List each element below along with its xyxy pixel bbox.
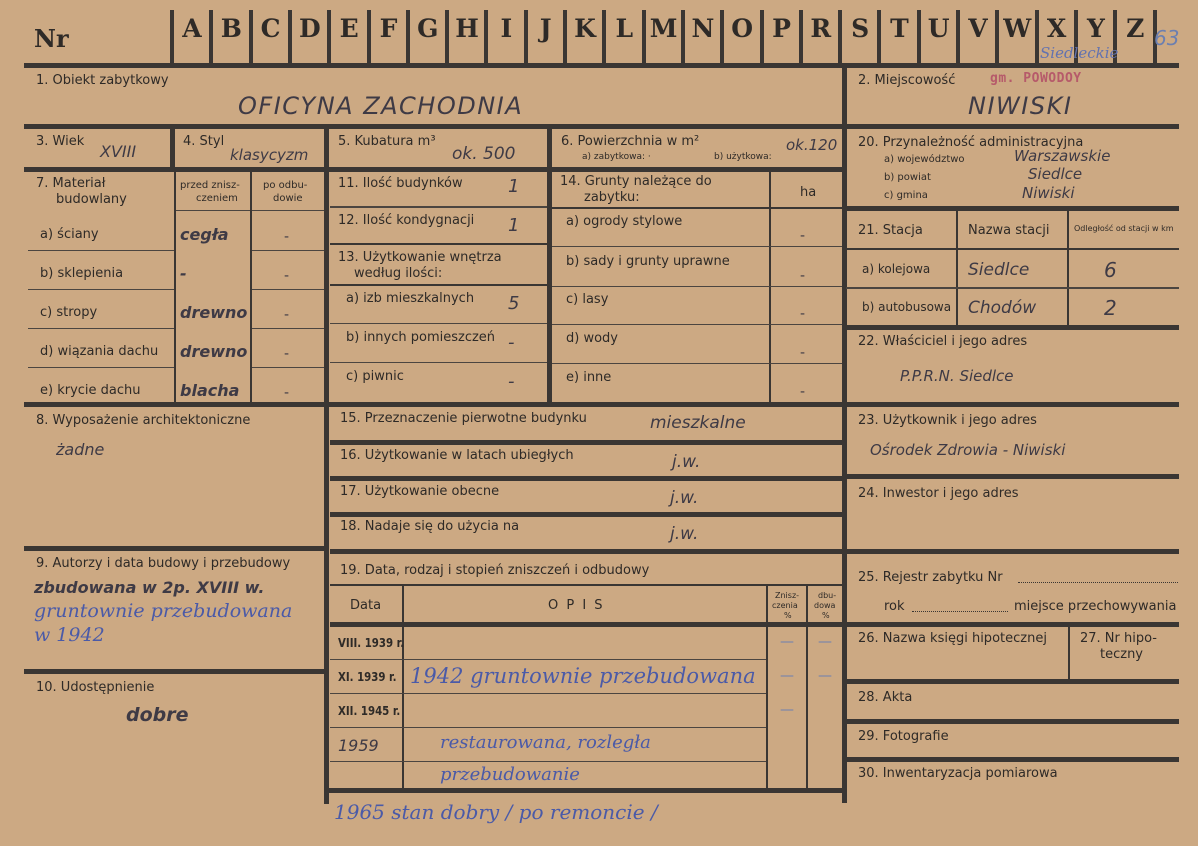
f3-value: XVIII <box>100 142 137 161</box>
index-letter: U <box>927 14 950 43</box>
rule <box>846 679 1179 684</box>
f21-col-name: Nazwa stacji <box>968 223 1050 238</box>
f19-col-rebuilt: dbu- <box>818 591 837 600</box>
f9-label: 9. Autorzy i data budowy i przebudowy <box>36 556 291 571</box>
rule <box>402 584 404 791</box>
f7-col-before: przed znisz- <box>180 180 240 191</box>
rule <box>252 328 324 329</box>
rule <box>330 693 766 694</box>
f24-label: 24. Inwestor i jego adres <box>858 486 1019 501</box>
rule <box>330 659 766 660</box>
rule <box>956 210 958 325</box>
index-letter: H <box>455 14 479 43</box>
f19-col-rebuilt-2: dowa <box>814 601 836 610</box>
f7-row-before: cegła <box>180 225 229 244</box>
f19-row-rebuilt: — <box>818 634 832 650</box>
index-letter: M <box>649 14 678 43</box>
index-letter: Y <box>1086 14 1105 43</box>
f7-label-2: budowlany <box>56 192 127 207</box>
index-letter: E <box>339 14 359 43</box>
f14-row-value: - <box>800 384 806 400</box>
rule <box>846 248 1179 250</box>
f14-label-2: zabytku: <box>584 190 640 205</box>
f21-label: 21. Stacja <box>858 223 923 238</box>
f11-label: 11. Ilość budynków <box>338 176 463 191</box>
rule <box>24 546 324 551</box>
rule <box>846 719 1179 724</box>
rule <box>846 287 1179 289</box>
f13-row-value: - <box>508 371 515 392</box>
corner-number: 63 <box>1154 26 1180 50</box>
nr-label: Nr <box>34 24 69 53</box>
index-letter: A <box>182 14 202 43</box>
f20-county-value: Siedlce <box>1028 165 1083 183</box>
f7-row-label: b) sklepienia <box>40 266 124 281</box>
corner-note: Siedleckie <box>1040 44 1119 62</box>
rule <box>24 402 1179 407</box>
f19-row-date: XI. 1939 r. <box>338 670 397 684</box>
f13-row-value: - <box>508 332 515 353</box>
f8-label: 8. Wyposażenie architektoniczne <box>36 413 251 428</box>
f7-row-before: drewno <box>180 342 248 361</box>
header-divider <box>24 63 1179 68</box>
rule <box>330 243 547 245</box>
rule <box>28 250 174 251</box>
index-letter: G <box>417 14 439 43</box>
f7-label: 7. Materiał <box>36 176 106 191</box>
f25-place: miejsce przechowywania <box>1014 599 1177 614</box>
rule <box>28 328 174 329</box>
f9-line3: w 1942 <box>34 624 105 646</box>
f3-label: 3. Wiek <box>36 134 85 149</box>
f6-value: ok.120 <box>786 136 838 154</box>
rule <box>846 757 1179 762</box>
index-letter: S <box>851 14 870 43</box>
f15-label: 15. Przeznaczenie pierwotne budynku <box>340 411 587 426</box>
rule <box>324 124 329 804</box>
rule <box>552 286 842 287</box>
f13-label-2: według ilości: <box>354 266 443 281</box>
f23-label: 23. Użytkownik i jego adres <box>858 413 1037 428</box>
index-letter: L <box>615 14 634 43</box>
f7-row-before: - <box>180 264 187 283</box>
f30-label: 30. Inwentaryzacja pomiarowa <box>858 766 1058 781</box>
rule <box>846 549 1179 554</box>
rule <box>330 476 844 481</box>
rule <box>330 323 547 324</box>
f2-label: 2. Miejscowość <box>858 73 956 88</box>
f19-row-destr: — <box>780 634 794 650</box>
f28-label: 28. Akta <box>858 690 913 705</box>
rule <box>174 170 176 403</box>
f19-col-date: Data <box>350 598 382 613</box>
index-letter: C <box>260 14 281 43</box>
f19-row-destr: — <box>780 668 794 684</box>
index-letter: Z <box>1126 14 1145 43</box>
f21-row-label: b) autobusowa <box>862 300 952 314</box>
f26-label: 26. Nazwa księgi hipotecznej <box>858 631 1047 646</box>
f8-value: żadne <box>56 440 105 459</box>
f20-commune-value: Niwiski <box>1022 184 1075 202</box>
rule <box>547 124 552 404</box>
f14-row-label: a) ogrody stylowe <box>566 214 683 229</box>
rule <box>846 206 1179 211</box>
f7-row-label: c) stropy <box>40 305 98 320</box>
f14-row-label: d) wody <box>566 331 618 346</box>
f23-value: Ośrodek Zdrowia - Niwiski <box>870 441 1066 459</box>
index-letter: P <box>772 14 791 43</box>
dotted-line <box>1018 582 1178 583</box>
f19-col-destr-2: czenia <box>772 601 798 610</box>
rule <box>552 324 842 325</box>
f14-row-label: c) lasy <box>566 292 609 307</box>
f19-col-rebuilt-3: % <box>822 611 830 620</box>
f12-value: 1 <box>508 215 520 236</box>
rule <box>170 124 175 171</box>
f19-col-destr: Znisz- <box>775 591 800 600</box>
f21-row-name: Chodów <box>968 298 1037 318</box>
f14-label: 14. Grunty należące do <box>560 174 712 189</box>
f21-row-label: a) kolejowa <box>862 262 931 276</box>
f19-row-desc: 1942 gruntownie przebudowana <box>410 664 756 688</box>
f15-value: mieszkalne <box>650 413 746 433</box>
rule <box>806 584 808 791</box>
f21-row-name: Siedlce <box>968 260 1030 280</box>
f7-row-after: - <box>284 229 290 245</box>
f6-label: 6. Powierzchnia w m² <box>561 134 700 149</box>
rule <box>1068 622 1070 681</box>
f10-label: 10. Udostępnienie <box>36 680 155 695</box>
f19-row-destr: — <box>780 702 794 718</box>
f7-row-label: d) wiązania dachu <box>40 344 159 359</box>
f10-value: dobre <box>126 704 189 726</box>
f20-county-label: b) powiat <box>884 172 931 183</box>
rule <box>24 669 324 674</box>
index-letter: V <box>968 14 988 43</box>
rule <box>846 325 1179 330</box>
rule <box>330 206 547 208</box>
rule <box>24 167 846 172</box>
f14-row-label: b) sady i grunty uprawne <box>566 254 730 269</box>
f4-label: 4. Styl <box>183 134 225 149</box>
f6-sub-a: a) zabytkowa: · <box>582 152 651 162</box>
f13-row-value: 5 <box>508 293 520 314</box>
f6-sub-b: b) użytkowa: <box>714 152 772 162</box>
f19-row-desc: przebudowanie <box>440 764 580 785</box>
f20-commune-label: c) gmina <box>884 190 928 201</box>
f9-line2: gruntownie przebudowana <box>34 600 293 622</box>
f20-label: 20. Przynależność administracyjna <box>858 135 1084 150</box>
rule <box>330 284 547 286</box>
index-letter: F <box>379 14 398 43</box>
rule <box>552 246 842 247</box>
footer-note: 1965 stan dobry / po remoncie / <box>334 800 658 824</box>
f13-row-label: a) izb mieszkalnych <box>346 291 475 306</box>
rule <box>28 289 174 290</box>
rule <box>552 207 842 209</box>
rule <box>330 362 547 363</box>
rule <box>766 584 768 791</box>
f7-col-after-2: dowie <box>273 193 303 204</box>
index-letter: J <box>539 14 552 43</box>
f14-row-value: - <box>800 345 806 361</box>
f19-label: 19. Data, rodzaj i stopień zniszczeń i odbudowy <box>340 563 650 578</box>
f17-value: j.w. <box>670 488 699 508</box>
rule <box>252 367 324 368</box>
f5-value: ok. 500 <box>452 144 516 164</box>
rule <box>252 289 324 290</box>
f7-row-label: a) ściany <box>40 227 99 242</box>
rule <box>330 727 766 728</box>
f13-row-label: b) innych pomieszczeń <box>346 330 496 345</box>
f19-col-destr-3: % <box>784 611 792 620</box>
index-letter: K <box>574 14 596 43</box>
f11-value: 1 <box>508 176 520 197</box>
rule <box>28 367 174 368</box>
dotted-line <box>912 611 1008 612</box>
index-letter: R <box>810 14 832 43</box>
index-letter: D <box>299 14 321 43</box>
f7-row-label: e) krycie dachu <box>40 383 141 398</box>
f2-value: NIWISKI <box>968 92 1073 120</box>
f19-row-date: XII. 1945 r. <box>338 704 401 718</box>
rule <box>24 124 1179 129</box>
index-letter: I <box>500 14 513 43</box>
f13-row-label: c) piwnic <box>346 369 404 384</box>
f20-voiv-label: a) województwo <box>884 154 965 165</box>
f19-row-date: VIII. 1939 r. <box>338 636 405 650</box>
index-letter: B <box>220 14 242 43</box>
rule <box>250 170 252 403</box>
f13-label: 13. Użytkowanie wnętrza <box>338 250 502 265</box>
f14-row-value: - <box>800 306 806 322</box>
f19-col-desc: O P I S <box>548 598 605 613</box>
f7-row-after: - <box>284 346 290 362</box>
f19-row-date: 1959 <box>338 736 379 755</box>
rule <box>330 512 844 517</box>
f7-col-before-2: czeniem <box>196 193 238 204</box>
rule <box>324 788 846 793</box>
f1-label: 1. Obiekt zabytkowy <box>36 73 169 88</box>
index-letter: O <box>731 14 754 43</box>
index-letter: X <box>1046 14 1067 43</box>
f2-note: gm. POWODOY <box>990 71 1082 86</box>
f27-label-2: teczny <box>1100 647 1143 662</box>
f4-value: klasycyzm <box>230 146 309 164</box>
f20-voiv-value: Warszawskie <box>1014 147 1111 165</box>
f14-row-value: - <box>800 268 806 284</box>
f17-label: 17. Użytkowanie obecne <box>340 484 500 499</box>
f7-row-before: blacha <box>180 381 240 400</box>
f25-rok: rok <box>884 599 905 614</box>
f7-row-before: drewno <box>180 303 248 322</box>
rule <box>552 363 842 364</box>
f22-label: 22. Właściciel i jego adres <box>858 334 1028 349</box>
f22-value: P.P.R.N. Siedlce <box>900 367 1014 385</box>
f19-row-rebuilt: — <box>818 668 832 684</box>
f7-row-after: - <box>284 307 290 323</box>
f29-label: 29. Fotografie <box>858 729 949 744</box>
f14-unit: ha <box>800 185 817 200</box>
rule <box>330 761 766 762</box>
f21-col-dist: Odległość od stacji w km <box>1074 224 1174 233</box>
f21-row-dist: 2 <box>1104 296 1117 320</box>
index-letter: W <box>1003 14 1032 43</box>
rule <box>842 63 847 803</box>
f25-label: 25. Rejestr zabytku Nr <box>858 570 1003 585</box>
f1-value: OFICYNA ZACHODNIA <box>238 92 524 120</box>
rule <box>252 250 324 251</box>
rule <box>846 622 1179 627</box>
rule <box>846 474 1179 479</box>
f19-row-desc: restaurowana, rozległa <box>440 732 651 753</box>
f18-value: j.w. <box>670 524 699 544</box>
f7-row-after: - <box>284 385 290 401</box>
rule <box>330 549 844 554</box>
rule <box>330 440 844 445</box>
f7-col-after: po odbu- <box>263 180 308 191</box>
index-letter: T <box>890 14 909 43</box>
f14-row-value: - <box>800 228 806 244</box>
f5-label: 5. Kubatura m³ <box>338 134 436 149</box>
f7-row-after: - <box>284 268 290 284</box>
f16-label: 16. Użytkowanie w latach ubiegłych <box>340 448 574 463</box>
f9-line1: zbudowana w 2p. XVIII w. <box>34 578 265 597</box>
f18-label: 18. Nadaje się do użycia na <box>340 519 520 534</box>
rule <box>1067 210 1069 325</box>
f12-label: 12. Ilość kondygnacji <box>338 213 475 228</box>
f21-row-dist: 6 <box>1104 258 1117 282</box>
index-letter: N <box>691 14 715 43</box>
f14-row-label: e) inne <box>566 370 612 385</box>
f16-value: j.w. <box>672 452 701 472</box>
f27-label: 27. Nr hipo- <box>1080 631 1157 646</box>
